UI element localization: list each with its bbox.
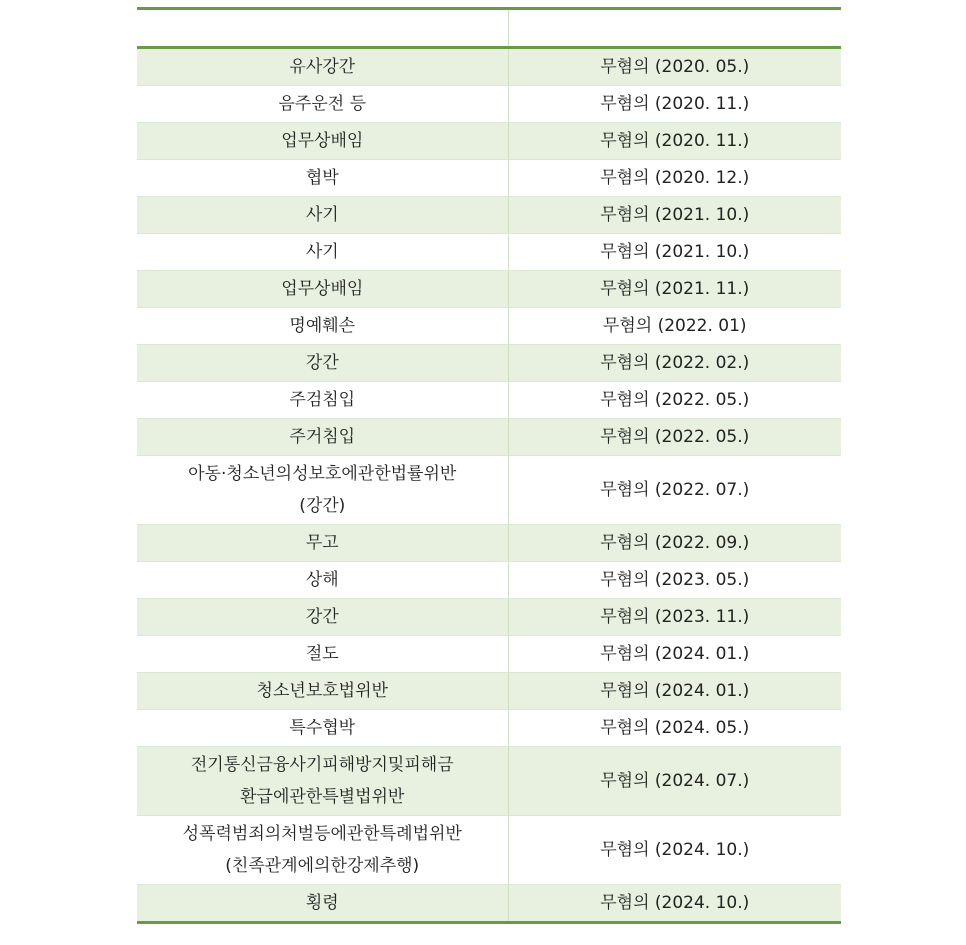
charge-cell: 명예훼손 bbox=[137, 308, 508, 345]
charge-cell: 청소년보호법위반 bbox=[137, 673, 508, 710]
result-cell: 무혐의 (2024. 10.) bbox=[508, 885, 841, 923]
result-cell: 무혐의 (2024. 01.) bbox=[508, 636, 841, 673]
charge-line-1: 아동·청소년의성보호에관한법률위반 bbox=[188, 464, 457, 484]
header-result bbox=[508, 9, 841, 48]
table-row bbox=[137, 599, 841, 636]
table-header-row bbox=[137, 9, 841, 48]
table-row bbox=[137, 197, 841, 234]
result-cell: 무혐의 (2023. 11.) bbox=[508, 599, 841, 636]
charge-line-1: 성폭력범죄의처벌등에관한특례법위반 bbox=[182, 824, 462, 844]
result-cell: 무혐의 (2021. 11.) bbox=[508, 271, 841, 308]
result-cell: 무혐의 (2020. 12.) bbox=[508, 160, 841, 197]
table-row bbox=[137, 160, 841, 197]
charge-cell: 주거침입 bbox=[137, 419, 508, 456]
charges-table-container bbox=[137, 7, 841, 924]
table-row bbox=[137, 308, 841, 345]
charge-cell: 업무상배임 bbox=[137, 271, 508, 308]
charge-cell: 업무상배임 bbox=[137, 123, 508, 160]
result-cell: 무혐의 (2022. 02.) bbox=[508, 345, 841, 382]
table-row bbox=[137, 48, 841, 86]
charge-cell bbox=[137, 816, 508, 885]
charge-line-2: 환급에관한특별법위반 bbox=[240, 787, 405, 807]
charge-cell bbox=[137, 747, 508, 816]
charge-line-2: (강간) bbox=[299, 496, 346, 516]
result-cell: 무혐의 (2022. 05.) bbox=[508, 419, 841, 456]
charge-line-2: (친족관계에의한강제추행) bbox=[225, 856, 420, 876]
table-row bbox=[137, 419, 841, 456]
charge-cell: 절도 bbox=[137, 636, 508, 673]
table-row bbox=[137, 562, 841, 599]
charges-table bbox=[137, 7, 841, 924]
charge-cell: 협박 bbox=[137, 160, 508, 197]
result-cell: 무혐의 (2022. 07.) bbox=[508, 456, 841, 525]
charge-cell: 무고 bbox=[137, 525, 508, 562]
result-cell: 무혐의 (2020. 11.) bbox=[508, 86, 841, 123]
charge-cell: 강간 bbox=[137, 599, 508, 636]
charge-cell: 음주운전 등 bbox=[137, 86, 508, 123]
table-row bbox=[137, 86, 841, 123]
result-cell: 무혐의 (2024. 10.) bbox=[508, 816, 841, 885]
result-cell: 무혐의 (2021. 10.) bbox=[508, 234, 841, 271]
table-row bbox=[137, 710, 841, 747]
result-cell: 무혐의 (2024. 07.) bbox=[508, 747, 841, 816]
result-cell: 무혐의 (2022. 09.) bbox=[508, 525, 841, 562]
table-row bbox=[137, 271, 841, 308]
table-row bbox=[137, 345, 841, 382]
table-row bbox=[137, 816, 841, 885]
table-row bbox=[137, 234, 841, 271]
charge-cell: 특수협박 bbox=[137, 710, 508, 747]
result-cell: 무혐의 (2023. 05.) bbox=[508, 562, 841, 599]
charge-cell: 주검침입 bbox=[137, 382, 508, 419]
result-cell: 무혐의 (2022. 01) bbox=[508, 308, 841, 345]
header-charge bbox=[137, 9, 508, 48]
table-row bbox=[137, 885, 841, 923]
charge-cell: 유사강간 bbox=[137, 48, 508, 86]
charge-cell: 사기 bbox=[137, 197, 508, 234]
result-cell: 무혐의 (2024. 01.) bbox=[508, 673, 841, 710]
table-row bbox=[137, 673, 841, 710]
table-row bbox=[137, 747, 841, 816]
result-cell: 무혐의 (2020. 05.) bbox=[508, 48, 841, 86]
charge-cell: 사기 bbox=[137, 234, 508, 271]
table-row bbox=[137, 525, 841, 562]
charge-line-1: 전기통신금융사기피해방지및피해금 bbox=[190, 755, 454, 775]
table-row bbox=[137, 382, 841, 419]
result-cell: 무혐의 (2020. 11.) bbox=[508, 123, 841, 160]
result-cell: 무혐의 (2022. 05.) bbox=[508, 382, 841, 419]
charge-cell: 상해 bbox=[137, 562, 508, 599]
result-cell: 무혐의 (2024. 05.) bbox=[508, 710, 841, 747]
charge-cell: 횡령 bbox=[137, 885, 508, 923]
result-cell: 무혐의 (2021. 10.) bbox=[508, 197, 841, 234]
table-row bbox=[137, 123, 841, 160]
table-row bbox=[137, 456, 841, 525]
charge-cell bbox=[137, 456, 508, 525]
charge-cell: 강간 bbox=[137, 345, 508, 382]
table-row bbox=[137, 636, 841, 673]
